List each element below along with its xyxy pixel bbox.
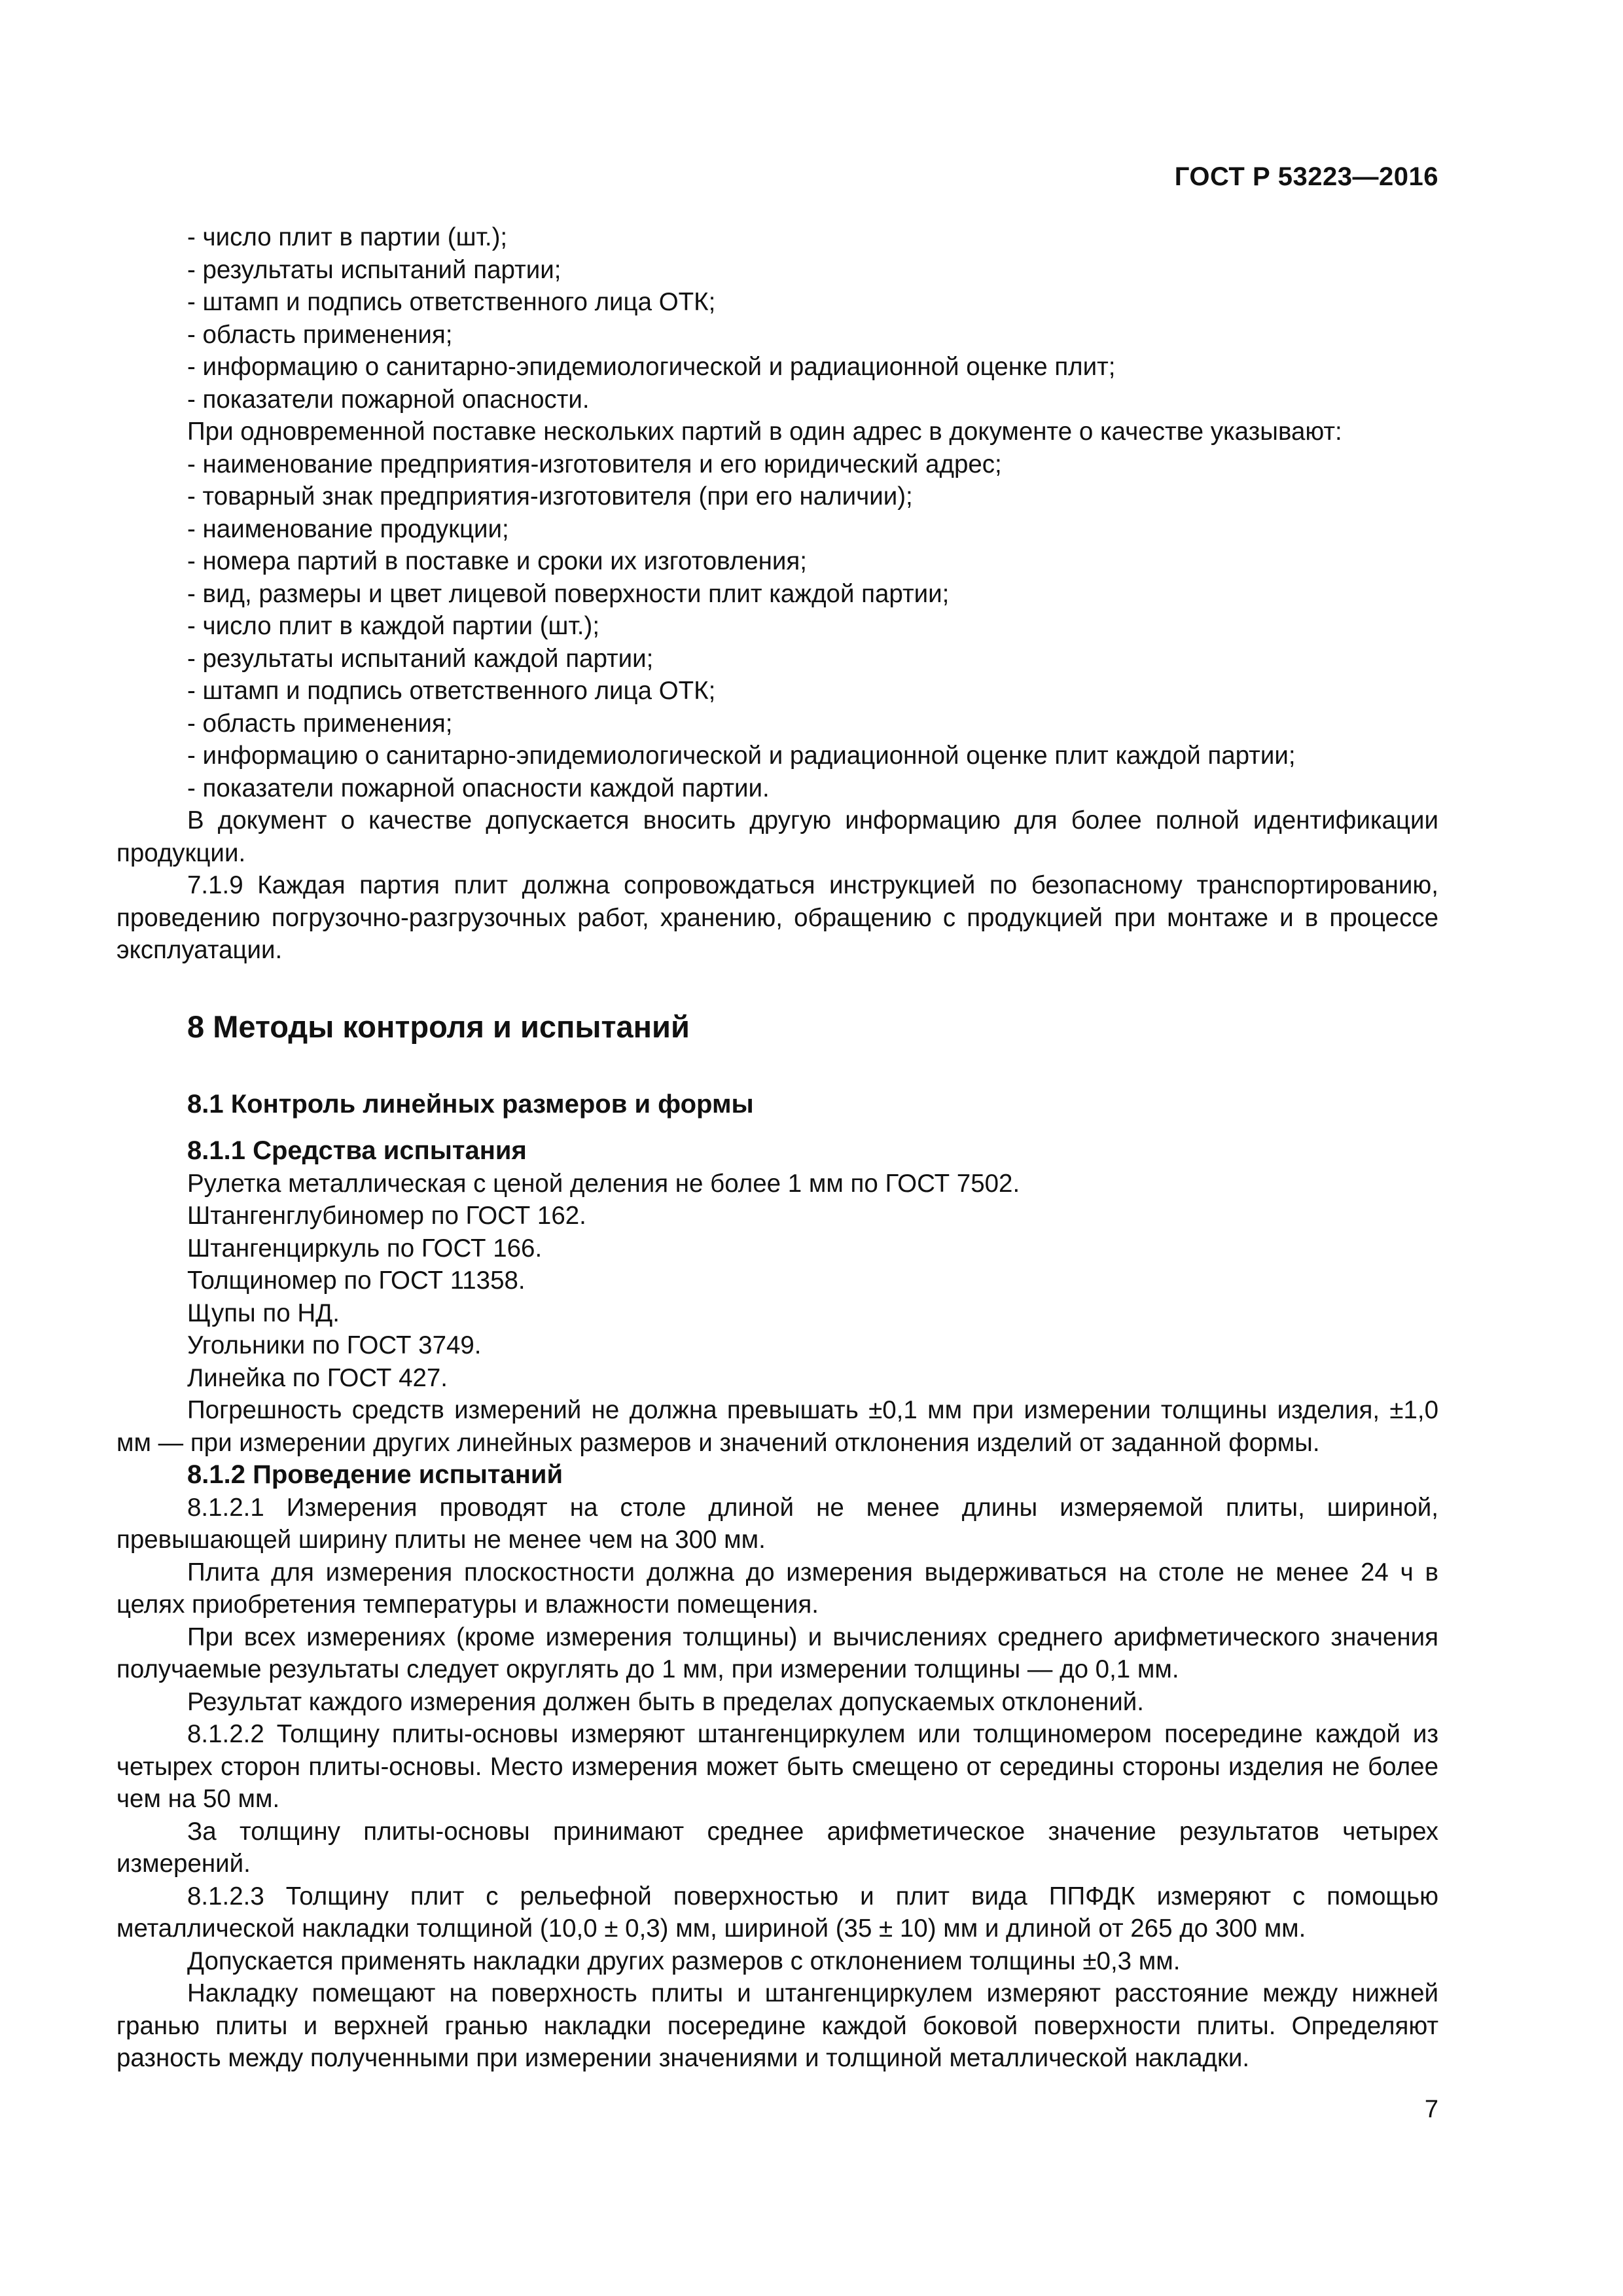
list-item: - штамп и подпись ответственного лица ОТК; bbox=[187, 677, 716, 705]
list-item: - номера партий в поставке и сроки их изготовления; bbox=[187, 547, 807, 575]
paragraph-error: Погрешность средств измерений не должна превышать ±0,1 мм при измерении толщины изделия, ±1,0 мм — при измерении других линейных размеров и значений отклонения изделий от заданной формы. bbox=[116, 1396, 1438, 1457]
instrument-item: Штангенциркуль по ГОСТ 166. bbox=[187, 1234, 543, 1263]
paragraph-8-1-2-3: 8.1.2.3 Толщину плит с рельефной поверхностью и плит вида ППФДК измеряют с помощью металлической накладки толщиной (10,0 ± 0,3) мм, шириной (35 ± 10) мм и длиной от 265 до 300 мм. bbox=[116, 1882, 1438, 1943]
paragraph-8-1-2-1: 8.1.2.1 Измерения проводят на столе длиной не менее длины измеряемой плиты, шириной, превышающей ширину плиты не менее чем на 300 мм. bbox=[116, 1493, 1438, 1554]
list-item: - вид, размеры и цвет лицевой поверхности плит каждой партии; bbox=[187, 579, 950, 608]
list-item: - число плит в партии (шт.); bbox=[187, 223, 508, 251]
subsection-heading-8-1-2: 8.1.2 Проведение испытаний bbox=[187, 1460, 563, 1489]
page-number: 7 bbox=[1424, 2096, 1438, 2123]
list-item: - товарный знак предприятия-изготовителя (при его наличии); bbox=[187, 482, 913, 511]
paragraph-7-1-9: 7.1.9 Каждая партия плит должна сопровождаться инструкцией по безопасному транспортированию, проведению погрузочно-разгрузочных работ, хранению, обращению с продукцией при монтаже и в процессе эксплуатации. bbox=[116, 871, 1438, 964]
paragraph-overlay: Накладку помещают на поверхность плиты и штангенциркулем измеряют расстояние между нижней гранью плиты и верхней гранью накладки посередине каждой боковой поверхности плиты. Определяют разность между полученными при измерении значениями и толщиной металлической накладки. bbox=[116, 1979, 1438, 2072]
list-item: - информацию о санитарно-эпидемиологической и радиационной оценке плит каждой партии; bbox=[187, 742, 1296, 770]
paragraph-thickness: За толщину плиты-основы принимают среднее арифметическое значение результатов четырех измерений. bbox=[116, 1817, 1438, 1878]
list-item: - информацию о санитарно-эпидемиологической и радиационной оценке плит; bbox=[187, 353, 1116, 381]
paragraph-result: Результат каждого измерения должен быть в пределах допускаемых отклонений. bbox=[187, 1687, 1144, 1716]
list-item: - наименование продукции; bbox=[187, 514, 509, 543]
document-header: ГОСТ Р 53223—2016 bbox=[1174, 162, 1438, 191]
instrument-item: Толщиномер по ГОСТ 11358. bbox=[187, 1266, 526, 1295]
paragraph-other-sizes: Допускается применять накладки других размеров с отклонением толщины ±0,3 мм. bbox=[187, 1946, 1181, 1975]
instrument-item: Щупы по НД. bbox=[187, 1299, 340, 1327]
paragraph-multi-intro: При одновременной поставке нескольких партий в один адрес в документе о качестве указывают: bbox=[187, 418, 1342, 446]
list-item: - показатели пожарной опасности. bbox=[187, 385, 590, 414]
document-body bbox=[116, 221, 1438, 2075]
list-item: - результаты испытаний партии; bbox=[187, 255, 562, 284]
list-item: - результаты испытаний каждой партии; bbox=[187, 644, 654, 673]
instrument-item: Угольники по ГОСТ 3749. bbox=[187, 1331, 482, 1359]
section-heading-8: 8 Методы контроля и испытаний bbox=[187, 1009, 690, 1044]
paragraph-rounding: При всех измерениях (кроме измерения толщины) и вычислениях среднего арифметического значения получаемые результаты следует округлять до 1 мм, при измерении толщины — до 0,1 мм. bbox=[116, 1623, 1438, 1683]
instrument-item: Линейка по ГОСТ 427. bbox=[187, 1363, 448, 1392]
paragraph-8-1-2-2: 8.1.2.2 Толщину плиты-основы измеряют штангенциркулем или толщиномером посередине каждой из четырех сторон плиты-основы. Место измерения может быть смещено от середины стороны изделия не более чем на 50 мм. bbox=[116, 1720, 1438, 1813]
instrument-item: Штангенглубиномер по ГОСТ 162. bbox=[187, 1202, 586, 1230]
list-item: - область применения; bbox=[187, 709, 453, 738]
subsection-heading-8-1: 8.1 Контроль линейных размеров и формы bbox=[187, 1089, 754, 1119]
list-item: - штамп и подпись ответственного лица ОТК; bbox=[187, 288, 716, 316]
list-item: - область применения; bbox=[187, 320, 453, 349]
list-item: - число плит в каждой партии (шт.); bbox=[187, 612, 600, 640]
list-item: - наименование предприятия-изготовителя и его юридический адрес; bbox=[187, 450, 1002, 478]
paragraph-other-info: В документ о качестве допускается вносить другую информацию для более полной идентификации продукции. bbox=[116, 806, 1438, 867]
instrument-item: Рулетка металлическая с ценой деления не более 1 мм по ГОСТ 7502. bbox=[187, 1169, 1020, 1198]
list-item: - показатели пожарной опасности каждой партии. bbox=[187, 774, 770, 802]
subsection-heading-8-1-1: 8.1.1 Средства испытания bbox=[187, 1136, 527, 1165]
paragraph-flatness: Плита для измерения плоскостности должна до измерения выдерживаться на столе не менее 24 ч в целях приобретения температуры и влажности помещения. bbox=[116, 1558, 1438, 1619]
